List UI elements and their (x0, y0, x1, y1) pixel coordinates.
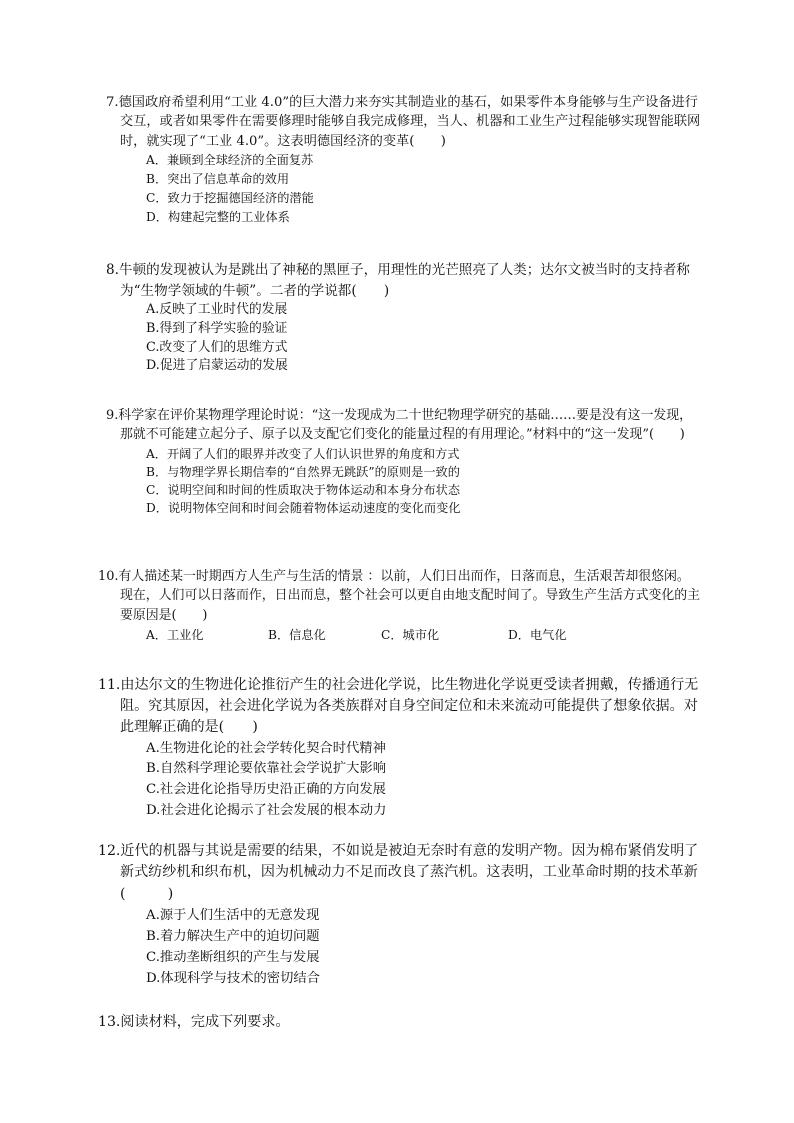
question-9 (0, 407, 794, 517)
option-d: D.促进了启蒙运动的发展 (146, 358, 288, 374)
option-c: C．说明空间和时间的性质取决于物体运动和本身分布状态 (146, 482, 461, 497)
question-8 (0, 260, 794, 376)
question-stem: 8.牛顿的发现被认为是跳出了神秘的黑匣子，用理性的光芒照亮了人类；达尔文被当时的支持者称为“生物学领域的牛顿”。二者的学说都( ) (106, 262, 690, 299)
option-d: D．电气化 (508, 628, 567, 643)
question-stem: 11.由达尔文的生物进化论推衍产生的社会进化学说，比生物进化学说更受读者拥戴，传播通行无阻。究其原因，社会进化学说为各类族群对自身空间定位和未来流动可能提供了想象依据。对此理解正确的是( ) (98, 677, 699, 736)
option-b: B.自然科学理论要依靠社会学说扩大影响 (146, 761, 387, 777)
question-13 (0, 1012, 794, 1033)
question-stem: 7.德国政府希望利用“工业 4.0”的巨大潜力来夯实其制造业的基石，如果零件本身能够与生产设备进行交互，或者如果零件在需要修理时能够自我完成修理，当人、机器和工业生产过程能够实现智能联网时，就实现了“工业 4.0”。这表明德国经济的变革( ) (106, 95, 701, 149)
option-a: A.源于人们生活中的无意发现 (146, 908, 320, 924)
question-stem: 13.阅读材料，完成下列要求。 (98, 1014, 290, 1030)
option-c: C.推动垄断组织的产生与发展 (146, 950, 320, 966)
option-a: A．开阔了人们的眼界并改变了人们认识世界的角度和方式 (146, 446, 460, 461)
question-stem: 12.近代的机器与其说是需要的结果，不如说是被迫无奈时有意的发明产物。因为棉布紧俏发明了新式纺纱机和织布机，因为机械动力不足而改良了蒸汽机。这表明，工业革命时期的技术革新( ) (98, 843, 699, 902)
option-d: D．构建起完整的工业体系 (146, 209, 290, 224)
option-a: A.反映了工业时代的发展 (146, 302, 288, 317)
question-10 (0, 567, 794, 645)
option-c: C.改变了人们的思维方式 (146, 339, 288, 355)
question-stem: 10.有人描述某一时期西方人生产与生活的情景 ：以前，人们日出而作，日落而息，生活艰苦却很悠闲。现在，人们可以日落而作，日出而息，整个社会可以更自由地支配时间了。导致生产生活方式变化的主要原因是( ) (98, 569, 701, 623)
option-d: D.社会进化论揭示了社会发展的根本动力 (146, 802, 387, 818)
option-a: A.生物进化论的社会学转化契合时代精神 (146, 740, 386, 756)
option-b: B．与物理学界长期信奉的“自然界无跳跃”的原则是一致的 (146, 464, 460, 479)
option-b: B.着力解决生产中的迫切问题 (146, 929, 320, 945)
options-row (0, 625, 794, 645)
option-c: C.社会进化论指导历史沿正确的方向发展 (146, 782, 386, 798)
option-c: C．城市化 (381, 628, 440, 643)
question-stem: 9.科学家在评价某物理学理论时说：“这一发现成为二十世纪物理学研究的基础……要是没有这一发现，那就不可能建立起分子、原子以及支配它们变化的能量过程的有用理论。”材料中的“这一发现”( ) (106, 408, 693, 442)
question-12 (0, 841, 794, 989)
option-d: D．说明物体空间和时间会随着物体运动速度的变化而变化 (146, 500, 461, 515)
option-b: B.得到了科学实验的验证 (146, 320, 288, 336)
option-a: A．工业化 (146, 628, 204, 643)
option-b: B．突出了信息革命的效用 (146, 172, 290, 187)
question-7 (0, 93, 794, 227)
option-d: D.体现科学与技术的密切结合 (146, 971, 320, 987)
option-b: B．信息化 (268, 628, 326, 643)
question-11 (0, 675, 794, 821)
option-c: C．致力于挖掘德国经济的潜能 (146, 191, 314, 206)
option-a: A．兼顾到全球经济的全面复苏 (146, 153, 314, 168)
